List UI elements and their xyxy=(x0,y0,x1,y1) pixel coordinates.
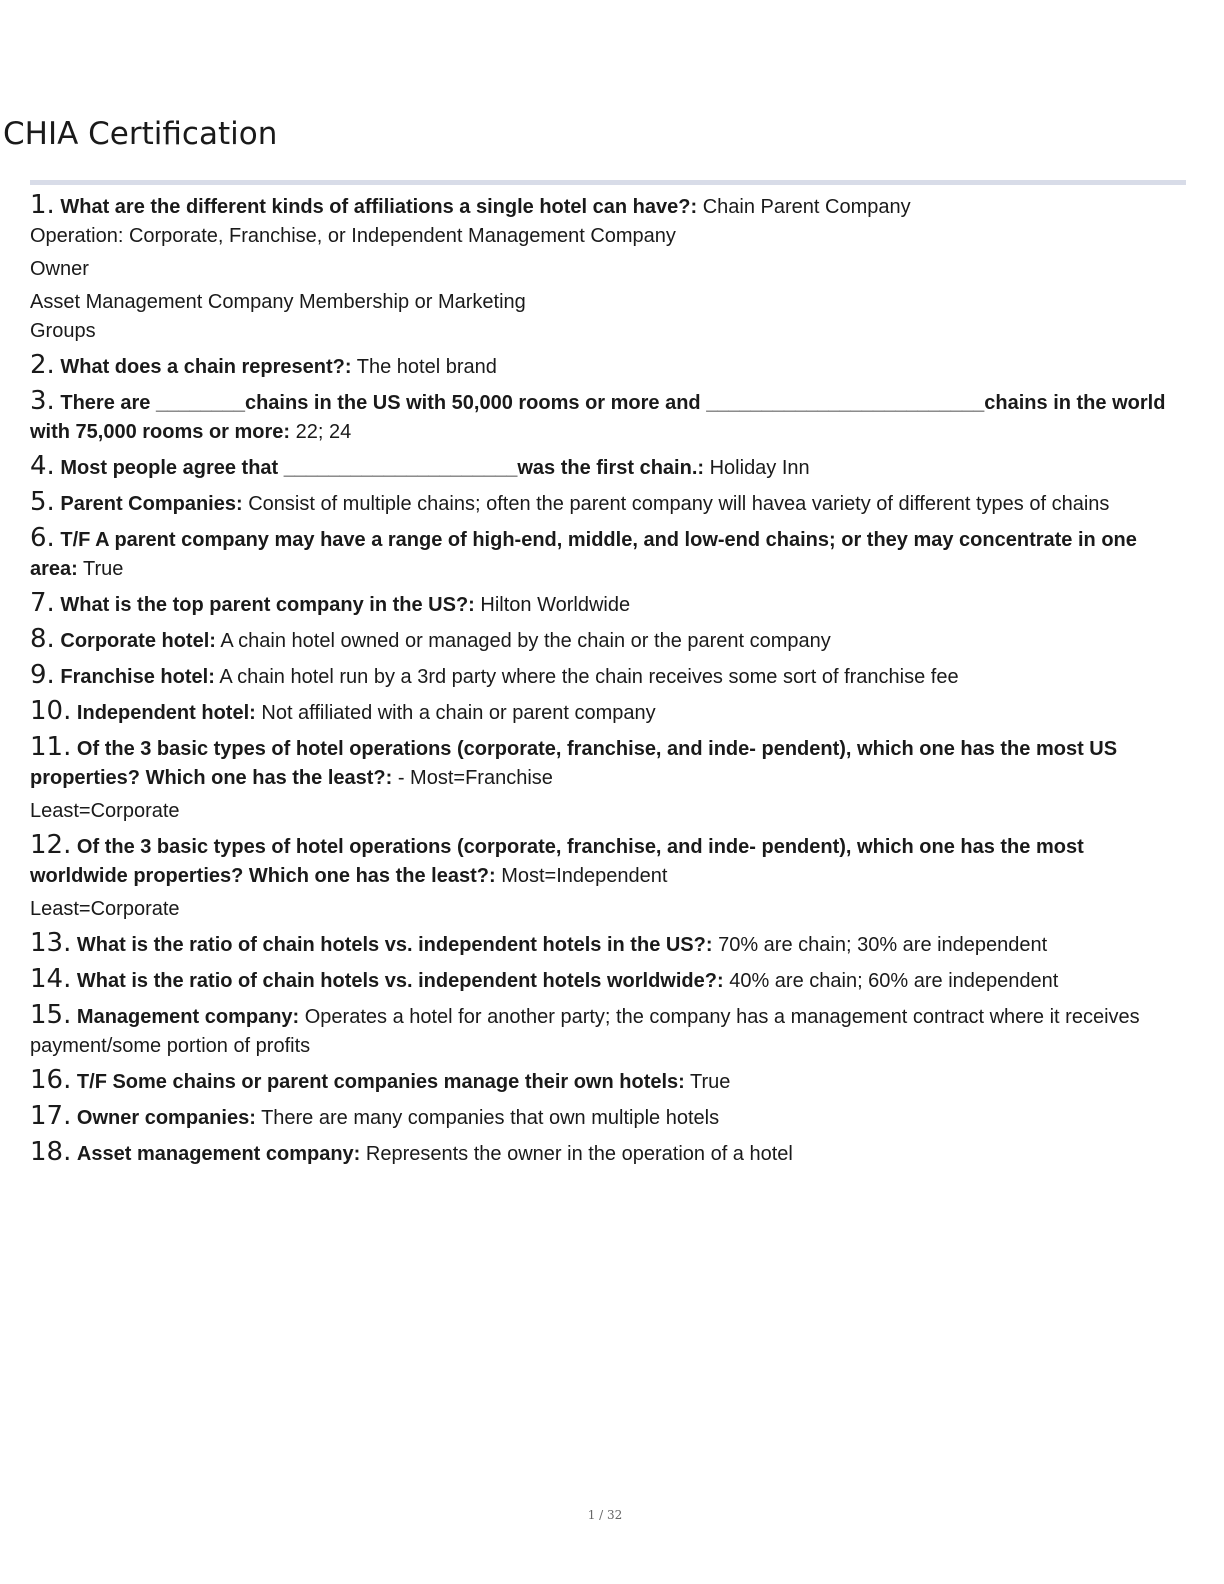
question-text: Of the 3 basic types of hotel operations (corporate, franchise, and inde- pendent), which one has the most US properties? Which one has the least?: xyxy=(30,738,1118,789)
question-text: What are the different kinds of affiliations a single hotel can have?: xyxy=(60,196,698,218)
question-text: What is the ratio of chain hotels vs. independent hotels worldwide?: xyxy=(76,970,724,992)
question-text: Most people agree that _____________________was the first chain.: xyxy=(60,457,705,479)
item-number: 10. xyxy=(30,696,72,726)
question-text: Independent hotel: xyxy=(76,702,256,724)
item-number: 4. xyxy=(30,451,55,481)
question-text: What does a chain represent?: xyxy=(60,356,352,378)
flashcard-item-15 xyxy=(30,1001,1180,1061)
answer-text: Hilton Worldwide xyxy=(480,594,631,616)
answer-text: 70% are chain; 30% are independent xyxy=(718,934,1048,956)
title-divider xyxy=(30,180,1186,185)
answer-text: Chain Parent Company xyxy=(702,196,911,218)
flashcard-item-2 xyxy=(30,351,1180,382)
flashcard-item-11 xyxy=(30,733,1180,826)
question-text: Corporate hotel: xyxy=(60,630,216,652)
flashcard-item-9 xyxy=(30,661,1180,692)
item-number: 18. xyxy=(30,1137,72,1167)
answer-line: Least=Corporate xyxy=(30,898,180,920)
flashcard-item-17 xyxy=(30,1102,1180,1133)
answer-text: - Most=Franchise xyxy=(397,767,553,789)
question-text: T/F Some chains or parent companies manage their own hotels: xyxy=(76,1071,685,1093)
flashcard-item-18 xyxy=(30,1138,1180,1169)
answer-text: 22; 24 xyxy=(295,421,352,443)
question-text: Franchise hotel: xyxy=(60,666,215,688)
item-number: 13. xyxy=(30,928,72,958)
page-title: CHIA Certification xyxy=(3,116,278,152)
item-number: 17. xyxy=(30,1101,72,1131)
question-text: Parent Companies: xyxy=(60,493,243,515)
item-number: 11. xyxy=(30,732,72,762)
answer-text: Represents the owner in the operation of a hotel xyxy=(365,1143,793,1165)
flashcard-item-8 xyxy=(30,625,1180,656)
item-number: 8. xyxy=(30,624,55,654)
answer-text: A chain hotel owned or managed by the chain or the parent company xyxy=(220,630,831,652)
answer-text: Consist of multiple chains; often the parent company will havea variety of different types of chains xyxy=(248,493,1110,515)
item-number: 14. xyxy=(30,964,72,994)
flashcard-item-4 xyxy=(30,452,1180,483)
item-number: 2. xyxy=(30,350,55,380)
flashcard-item-14 xyxy=(30,965,1180,996)
flashcard-item-12 xyxy=(30,831,1180,924)
answer-line: Operation: Corporate, Franchise, or Independent Management Company xyxy=(30,225,676,247)
flashcard-item-6 xyxy=(30,524,1180,584)
item-number: 3. xyxy=(30,386,55,416)
flashcard-item-5 xyxy=(30,488,1180,519)
answer-line: Least=Corporate xyxy=(30,800,180,822)
flashcard-item-13 xyxy=(30,929,1180,960)
answer-line: Groups xyxy=(30,320,96,342)
question-text: What is the ratio of chain hotels vs. independent hotels in the US?: xyxy=(76,934,713,956)
flashcard-item-3 xyxy=(30,387,1180,447)
question-text: Management company: xyxy=(76,1006,300,1028)
answer-text: Operates a hotel for another party; the company has a management contract where it receives payment/some portion of profits xyxy=(30,1006,1140,1057)
item-number: 1. xyxy=(30,190,55,220)
answer-text: A chain hotel run by a 3rd party where the chain receives some sort of franchise fee xyxy=(219,666,959,688)
page-number: 1 / 32 xyxy=(587,1508,623,1522)
question-text: T/F A parent company may have a range of high-end, middle, and low-end chains; or they may concentrate in one area: xyxy=(30,529,1137,580)
flashcard-item-7 xyxy=(30,589,1180,620)
answer-text: There are many companies that own multiple hotels xyxy=(261,1107,720,1129)
item-number: 6. xyxy=(30,523,55,553)
question-text: Of the 3 basic types of hotel operations (corporate, franchise, and inde- pendent), which one has the most worldwide properties? Which one has the least?: xyxy=(30,836,1084,887)
question-text: What is the top parent company in the US?: xyxy=(60,594,475,616)
item-number: 9. xyxy=(30,660,55,690)
answer-text: True xyxy=(690,1071,731,1093)
flashcard-item-10 xyxy=(30,697,1180,728)
flashcard-item-1 xyxy=(30,191,1180,346)
answer-line: Asset Management Company Membership or Marketing xyxy=(30,291,526,313)
flashcard-item-16 xyxy=(30,1066,1180,1097)
answer-text: 40% are chain; 60% are independent xyxy=(729,970,1059,992)
answer-text: The hotel brand xyxy=(356,356,497,378)
question-text: There are ________chains in the US with 50,000 rooms or more and _________________________chains in the world with 75,000 rooms or more: xyxy=(30,392,1166,443)
answer-line: Owner xyxy=(30,258,89,280)
item-number: 15. xyxy=(30,1000,72,1030)
flashcard-list xyxy=(30,191,1180,1174)
item-number: 7. xyxy=(30,588,55,618)
answer-text: True xyxy=(83,558,124,580)
item-number: 12. xyxy=(30,830,72,860)
item-number: 16. xyxy=(30,1065,72,1095)
answer-text: Most=Independent xyxy=(501,865,668,887)
answer-text: Not affiliated with a chain or parent company xyxy=(261,702,656,724)
question-text: Asset management company: xyxy=(76,1143,361,1165)
answer-text: Holiday Inn xyxy=(709,457,810,479)
question-text: Owner companies: xyxy=(76,1107,256,1129)
item-number: 5. xyxy=(30,487,55,517)
